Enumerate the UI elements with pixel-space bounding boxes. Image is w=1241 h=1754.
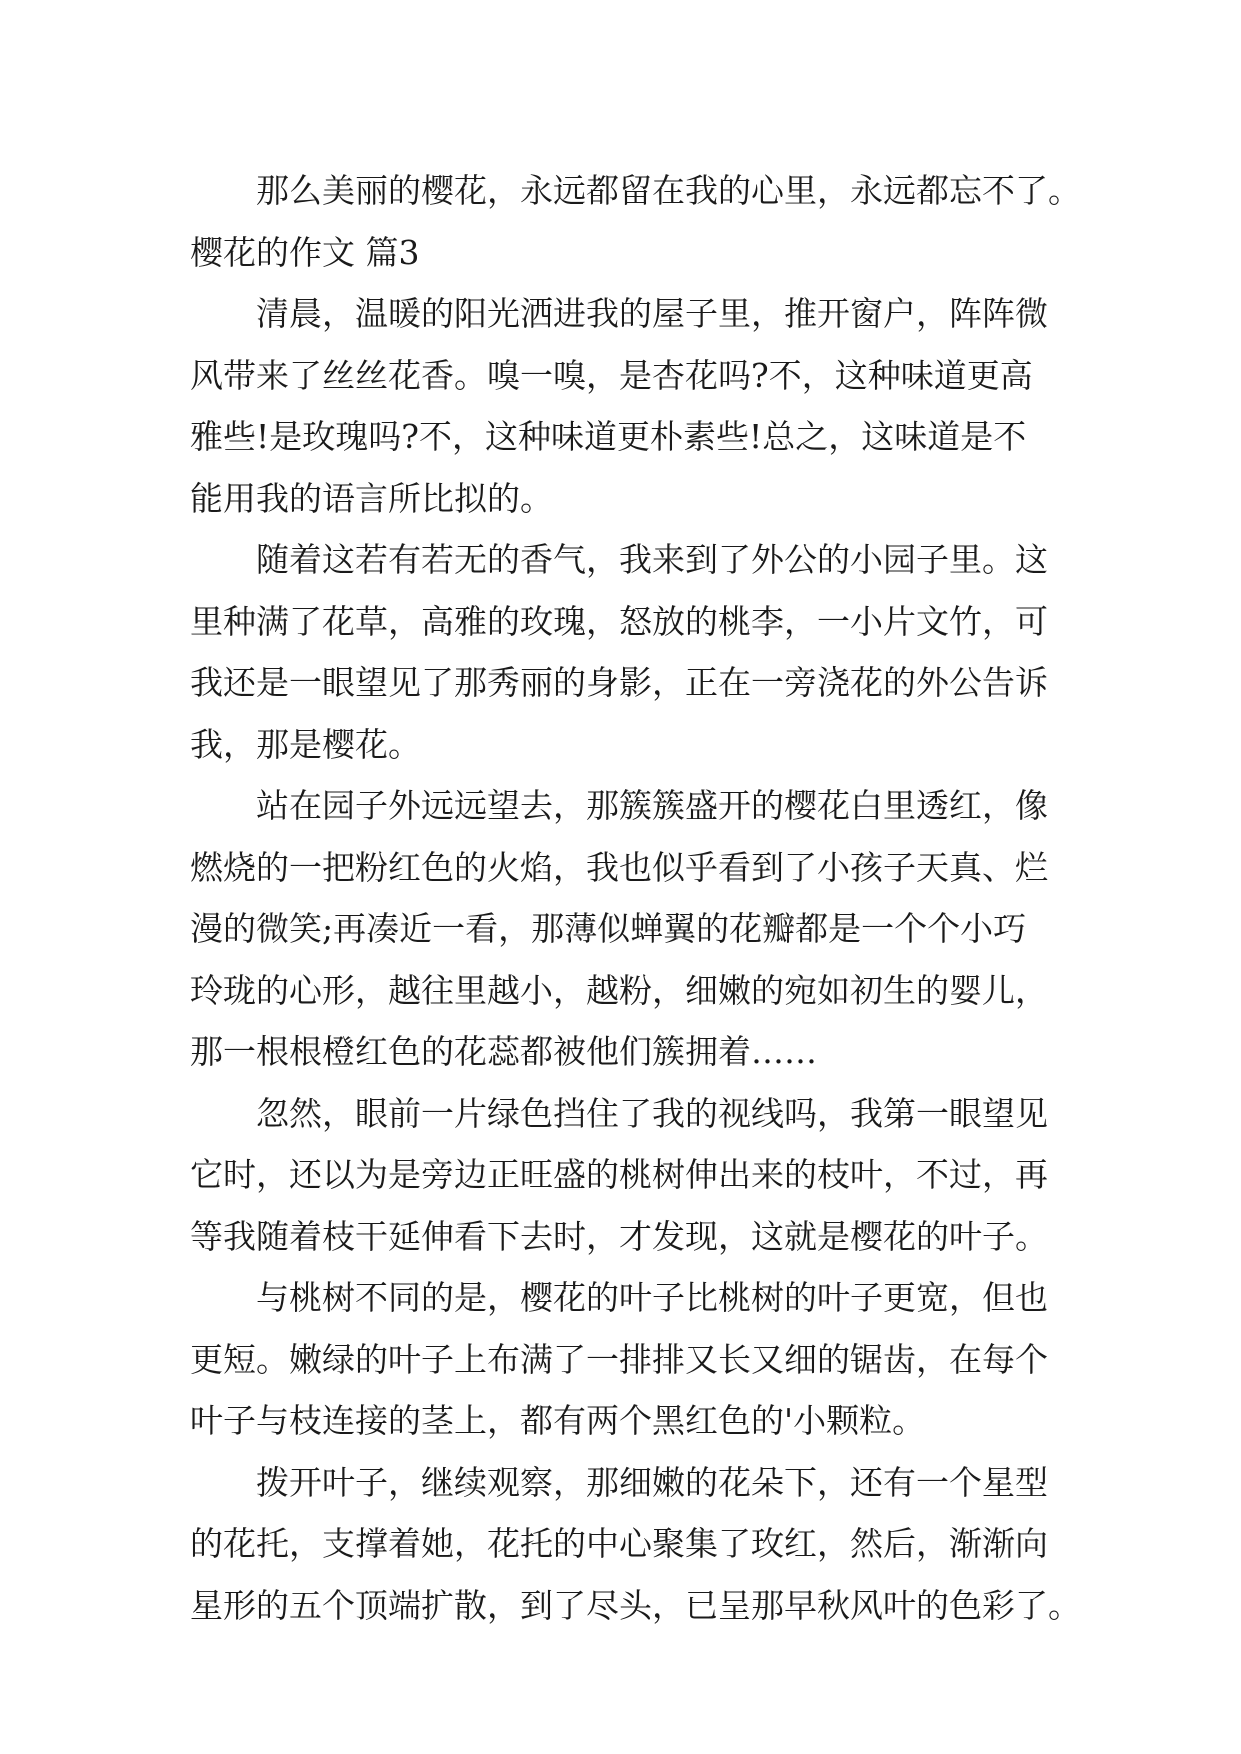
text-line: 与桃树不同的是，樱花的叶子比桃树的叶子更宽，但也	[256, 1278, 1048, 1317]
text-line: 我，那是樱花。	[190, 724, 421, 764]
text-line: 我还是一眼望见了那秀丽的身影，正在一旁浇花的外公告诉	[190, 663, 1048, 702]
text-line: 风带来了丝丝花香。嗅一嗅，是杏花吗?不，这种味道更高	[190, 355, 1033, 395]
text-line: 它时，还以为是旁边正旺盛的桃树伸出来的枝叶，不过，再	[190, 1155, 1048, 1194]
text-line: 更短。嫩绿的叶子上布满了一排排又长又细的锯齿，在每个	[190, 1339, 1048, 1379]
text-line: 雅些!是玫瑰吗?不，这种味道更朴素些!总之，这味道是不	[190, 417, 1027, 456]
text-line: 忽然，眼前一片绿色挡住了我的视线吗，我第一眼望见	[256, 1093, 1048, 1133]
text-line: 的花托，支撑着她，花托的中心聚集了玫红，然后，渐渐向	[190, 1524, 1048, 1563]
text-line: 玲珑的心形，越往里越小，越粉，细嫩的宛如初生的婴儿，	[190, 970, 1048, 1010]
text-line: 清晨，温暖的阳光洒进我的屋子里，推开窗户，阵阵微	[256, 294, 1048, 333]
text-line: 燃烧的一把粉红色的火焰，我也似乎看到了小孩子天真、烂	[190, 847, 1048, 887]
text-line: 随着这若有若无的香气，我来到了外公的小园子里。这	[256, 540, 1048, 579]
text-line: 叶子与枝连接的茎上，都有两个黑红色的'小颗粒。	[190, 1401, 926, 1440]
text-line: 星形的五个顶端扩散，到了尽头，已呈那早秋风叶的色彩了。	[190, 1585, 1081, 1625]
document-body	[190, 160, 1081, 1636]
section-heading: 樱花的作文 篇3	[190, 232, 420, 272]
text-line: 那一根根橙红色的花蕊都被他们簇拥着……	[190, 1032, 817, 1071]
text-line: 漫的微笑;再凑近一看，那薄似蝉翼的花瓣都是一个个小巧	[190, 909, 1027, 948]
text-line: 站在园子外远远望去，那簇簇盛开的樱花白里透红，像	[256, 786, 1048, 825]
text-line: 拨开叶子，继续观察，那细嫩的花朵下，还有一个星型	[256, 1462, 1048, 1502]
text-line: 等我随着枝干延伸看下去时，才发现，这就是樱花的叶子。	[190, 1216, 1048, 1256]
text-line: 能用我的语言所比拟的。	[190, 478, 553, 518]
text-line: 里种满了花草，高雅的玫瑰，怒放的桃李，一小片文竹，可	[190, 601, 1048, 641]
text-line: 那么美丽的樱花，永远都留在我的心里，永远都忘不了。	[256, 171, 1081, 210]
